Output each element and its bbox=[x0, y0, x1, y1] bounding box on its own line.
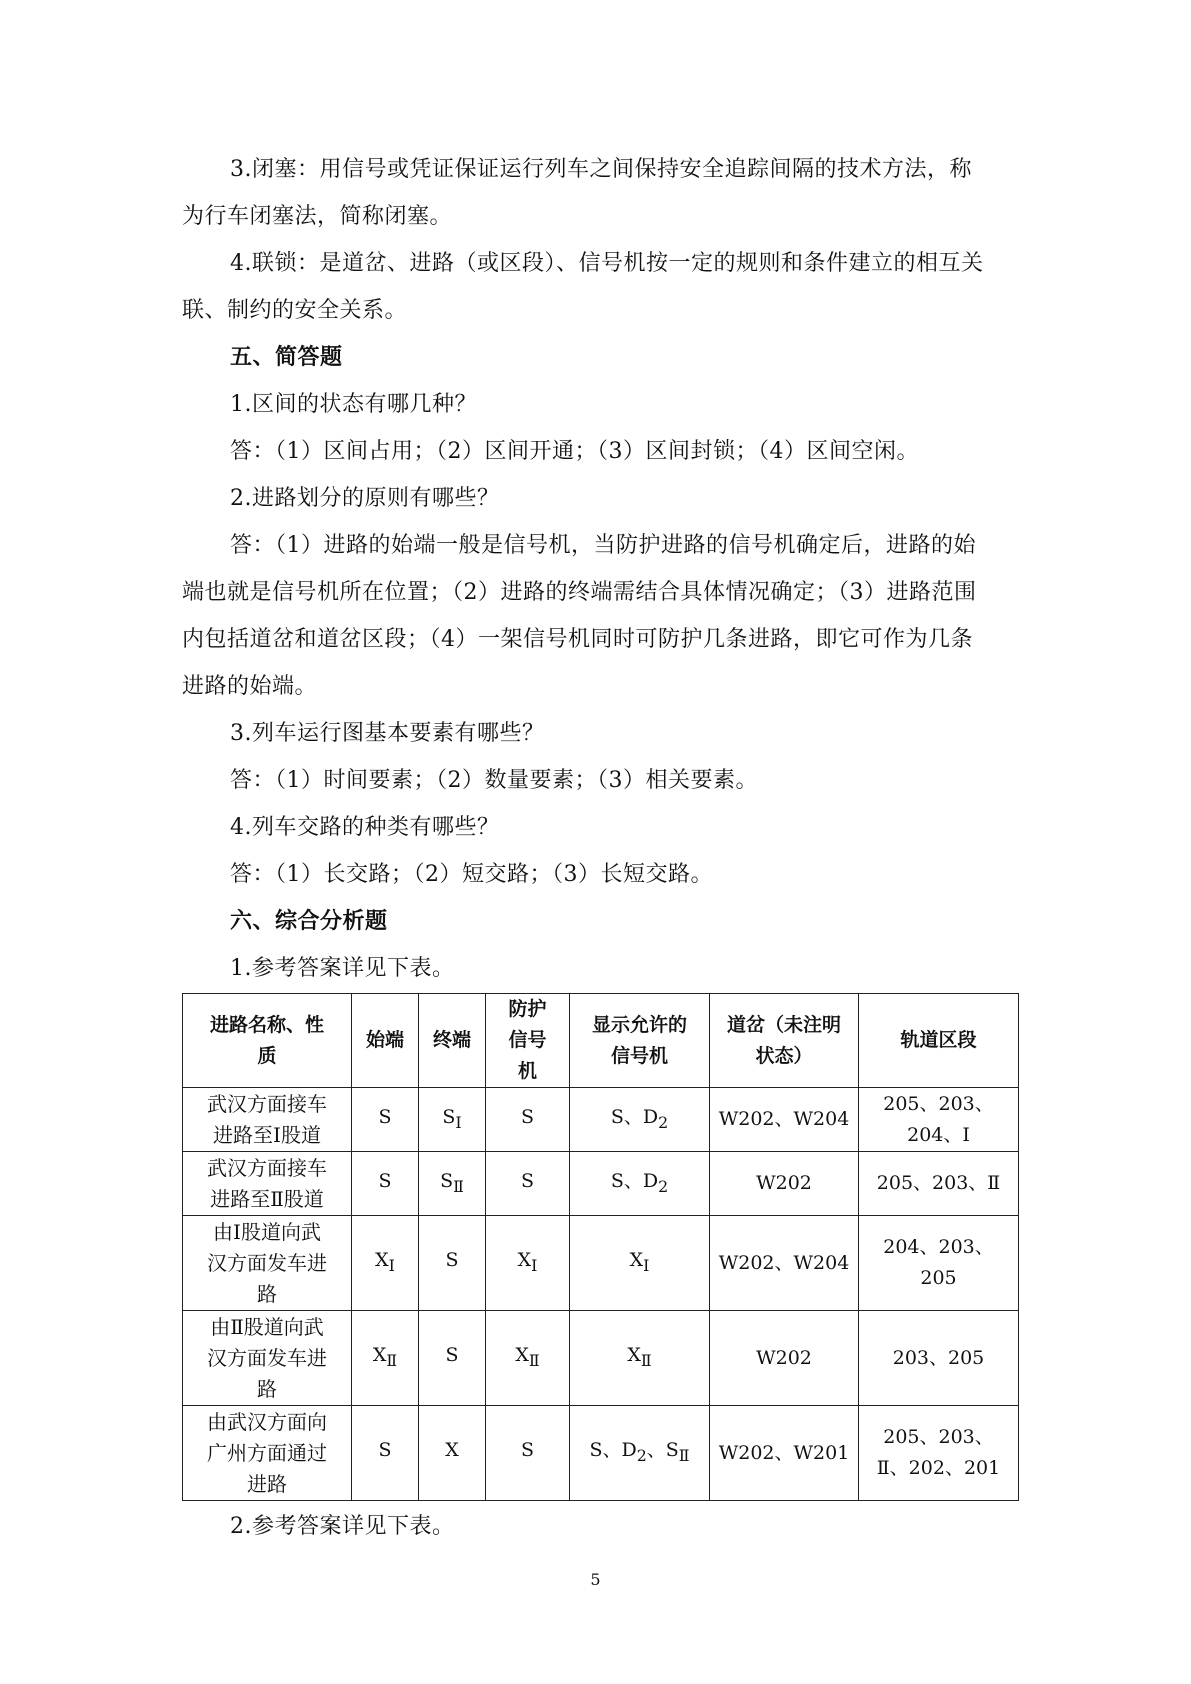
route-name-line: 进路至Ⅰ股道 bbox=[213, 1122, 321, 1147]
cell-switches: W202、W204 bbox=[710, 1216, 859, 1311]
route-name-line: 进路 bbox=[247, 1471, 287, 1496]
start-signal: X bbox=[372, 1344, 387, 1367]
header-guard-signal bbox=[486, 994, 570, 1088]
header-switch-line-1: 道岔（未注明 bbox=[726, 1013, 841, 1036]
header-guard-line-3: 机 bbox=[517, 1060, 537, 1082]
question-4: 4.列车交路的种类有哪些？ bbox=[230, 815, 500, 840]
cell-switches: W202 bbox=[710, 1152, 859, 1216]
guard-signal-subscript: Ⅰ bbox=[531, 1255, 538, 1275]
allowed-signal: X bbox=[627, 1344, 641, 1367]
header-route-name bbox=[183, 994, 352, 1088]
cell-start bbox=[352, 1406, 419, 1501]
header-allowed-line-1: 显示允许的 bbox=[591, 1013, 687, 1036]
header-guard-line-1: 防护 bbox=[508, 998, 547, 1020]
question-1: 1.区间的状态有哪几种？ bbox=[230, 392, 477, 417]
route-name-line: 由Ⅰ股道向武 bbox=[213, 1219, 321, 1244]
answer-2-line-1: 答：（1）进路的始端一般是信号机，当防护进路的信号机确定后，进路的始 bbox=[230, 533, 976, 558]
route-table bbox=[182, 993, 1019, 1501]
end-signal: S bbox=[440, 1169, 454, 1192]
header-switches bbox=[710, 994, 859, 1088]
cell-route-name bbox=[183, 1152, 352, 1216]
end-signal: S bbox=[442, 1105, 456, 1128]
end-signal: S bbox=[445, 1344, 459, 1367]
cell-start bbox=[352, 1216, 419, 1311]
route-name-line: 广州方面通过 bbox=[207, 1440, 327, 1465]
question-2: 2.进路划分的原则有哪些？ bbox=[230, 486, 500, 511]
header-guard-line-2: 信号 bbox=[508, 1029, 547, 1051]
cell-start bbox=[352, 1152, 419, 1216]
end-signal-subscript: Ⅱ bbox=[453, 1176, 464, 1196]
start-signal-subscript: Ⅱ bbox=[386, 1350, 398, 1370]
allowed-signal: S、D bbox=[610, 1169, 659, 1192]
cell-route-name bbox=[183, 1311, 352, 1406]
cell-guard bbox=[486, 1406, 570, 1501]
cell-track bbox=[859, 1152, 1019, 1216]
table-row bbox=[183, 1088, 1019, 1152]
guard-signal: S bbox=[520, 1169, 535, 1192]
cell-route-name bbox=[183, 1088, 352, 1152]
table-2-intro: 2.参考答案详见下表。 bbox=[230, 1514, 455, 1539]
cell-switches: W202、W201 bbox=[710, 1406, 859, 1501]
allowed-signal-subscript: Ⅱ bbox=[640, 1350, 652, 1370]
cell-switches: W202 bbox=[710, 1311, 859, 1406]
cell-route-name bbox=[183, 1406, 352, 1501]
section-heading-analysis: 六、综合分析题 bbox=[230, 909, 388, 934]
allowed-signal-extra: 、S bbox=[646, 1439, 679, 1462]
track-line: 204、203、 bbox=[883, 1236, 994, 1258]
header-allowed-line-2: 信号机 bbox=[610, 1044, 668, 1067]
route-name-line: 武汉方面接车 bbox=[207, 1155, 327, 1180]
answer-2-line-3: 内包括道岔和道岔区段；（4）一架信号机同时可防护几条进路，即它可作为几条 bbox=[182, 627, 973, 652]
guard-signal: X bbox=[517, 1249, 532, 1272]
cell-end bbox=[419, 1216, 486, 1311]
route-name-line: 由Ⅱ股道向武 bbox=[210, 1314, 324, 1339]
section-heading-short-answer: 五、简答题 bbox=[230, 345, 343, 370]
header-end: 终端 bbox=[419, 994, 486, 1088]
track-line: 205、203、 bbox=[883, 1092, 994, 1115]
allowed-signal-extra-subscript: Ⅱ bbox=[678, 1445, 690, 1465]
cell-allowed bbox=[570, 1216, 710, 1311]
route-name-line: 路 bbox=[257, 1376, 277, 1401]
answer-2-line-2: 端也就是信号机所在位置；（2）进路的终端需结合具体情况确定；（3）进路范围 bbox=[182, 580, 977, 605]
cell-end bbox=[419, 1406, 486, 1501]
answer-4: 答：（1）长交路；（2）短交路；（3）长短交路。 bbox=[230, 862, 713, 887]
header-start: 始端 bbox=[352, 994, 419, 1088]
cell-guard bbox=[486, 1216, 570, 1311]
cell-allowed bbox=[570, 1152, 710, 1216]
cell-start bbox=[352, 1088, 419, 1152]
route-name-line: 由武汉方面向 bbox=[207, 1409, 327, 1434]
start-signal: S bbox=[378, 1169, 392, 1192]
allowed-signal: S、D bbox=[610, 1105, 659, 1128]
cell-allowed bbox=[570, 1311, 710, 1406]
guard-signal: S bbox=[520, 1105, 535, 1128]
route-name-line: 汉方面发车进 bbox=[207, 1250, 327, 1275]
route-name-line: 武汉方面接车 bbox=[207, 1091, 327, 1116]
allowed-signal-subscript: 2 bbox=[636, 1445, 647, 1465]
header-route-name-line-2: 质 bbox=[257, 1044, 277, 1067]
table-row bbox=[183, 1152, 1019, 1216]
track-line: 205、203、 bbox=[883, 1426, 994, 1448]
table-1-intro: 1.参考答案详见下表。 bbox=[230, 956, 455, 981]
track-line: 203、205 bbox=[892, 1346, 985, 1369]
cell-allowed bbox=[570, 1406, 710, 1501]
end-signal: X bbox=[445, 1439, 459, 1462]
guard-signal: S bbox=[520, 1439, 535, 1462]
header-route-name-line-1: 进路名称、性 bbox=[209, 1013, 324, 1036]
route-name-line: 进路至Ⅱ股道 bbox=[210, 1186, 324, 1211]
route-name-line: 汉方面发车进 bbox=[207, 1345, 327, 1370]
paragraph-blocking-line-1: 3.闭塞：用信号或凭证保证运行列车之间保持安全追踪间隔的技术方法，称 bbox=[230, 157, 972, 182]
header-allowed-signals bbox=[570, 994, 710, 1088]
cell-route-name bbox=[183, 1216, 352, 1311]
track-line: 205、203、Ⅱ bbox=[876, 1172, 1001, 1194]
question-3: 3.列车运行图基本要素有哪些？ bbox=[230, 721, 545, 746]
table-row bbox=[183, 1311, 1019, 1406]
paragraph-blocking-line-2: 为行车闭塞法，简称闭塞。 bbox=[182, 204, 453, 229]
cell-track bbox=[859, 1406, 1019, 1501]
paragraph-interlocking-line-1: 4.联锁：是道岔、进路（或区段）、信号机按一定的规则和条件建立的相互关 bbox=[230, 251, 984, 276]
page-number: 5 bbox=[590, 1570, 601, 1589]
paragraph-interlocking-line-2: 联、制约的安全关系。 bbox=[182, 298, 408, 323]
allowed-signal: X bbox=[629, 1249, 644, 1272]
table-header-row bbox=[183, 994, 1019, 1088]
allowed-signal-subscript: 2 bbox=[658, 1176, 669, 1196]
cell-allowed bbox=[570, 1088, 710, 1152]
track-line: Ⅱ、202、201 bbox=[876, 1457, 1001, 1479]
table-row bbox=[183, 1216, 1019, 1311]
guard-signal-subscript: Ⅱ bbox=[528, 1350, 540, 1370]
end-signal: S bbox=[445, 1249, 459, 1272]
cell-end bbox=[419, 1088, 486, 1152]
cell-end bbox=[419, 1311, 486, 1406]
allowed-signal-subscript: 2 bbox=[658, 1112, 669, 1132]
answer-1: 答：（1）区间占用；（2）区间开通；（3）区间封锁；（4）区间空闲。 bbox=[230, 439, 919, 464]
answer-2-line-4: 进路的始端。 bbox=[182, 674, 318, 699]
cell-track bbox=[859, 1216, 1019, 1311]
cell-switches: W202、W204 bbox=[710, 1088, 859, 1152]
table-row bbox=[183, 1406, 1019, 1501]
header-switch-line-2: 状态） bbox=[755, 1044, 813, 1067]
cell-start bbox=[352, 1311, 419, 1406]
start-signal: X bbox=[375, 1249, 389, 1272]
route-name-line: 路 bbox=[257, 1281, 277, 1306]
header-track-sections: 轨道区段 bbox=[859, 994, 1019, 1088]
cell-track bbox=[859, 1088, 1019, 1152]
cell-guard bbox=[486, 1311, 570, 1406]
allowed-signal-subscript: Ⅰ bbox=[643, 1255, 650, 1275]
cell-end bbox=[419, 1152, 486, 1216]
answer-3: 答：（1）时间要素；（2）数量要素；（3）相关要素。 bbox=[230, 768, 758, 793]
cell-track bbox=[859, 1311, 1019, 1406]
track-line: 204、Ⅰ bbox=[907, 1123, 970, 1146]
allowed-signal: S、D bbox=[589, 1439, 637, 1462]
start-signal: S bbox=[378, 1439, 392, 1462]
start-signal: S bbox=[378, 1105, 392, 1128]
guard-signal: X bbox=[515, 1344, 529, 1367]
cell-guard bbox=[486, 1152, 570, 1216]
track-line: 205 bbox=[920, 1267, 957, 1289]
cell-guard bbox=[486, 1088, 570, 1152]
start-signal-subscript: Ⅰ bbox=[388, 1255, 395, 1275]
end-signal-subscript: Ⅰ bbox=[455, 1112, 462, 1132]
